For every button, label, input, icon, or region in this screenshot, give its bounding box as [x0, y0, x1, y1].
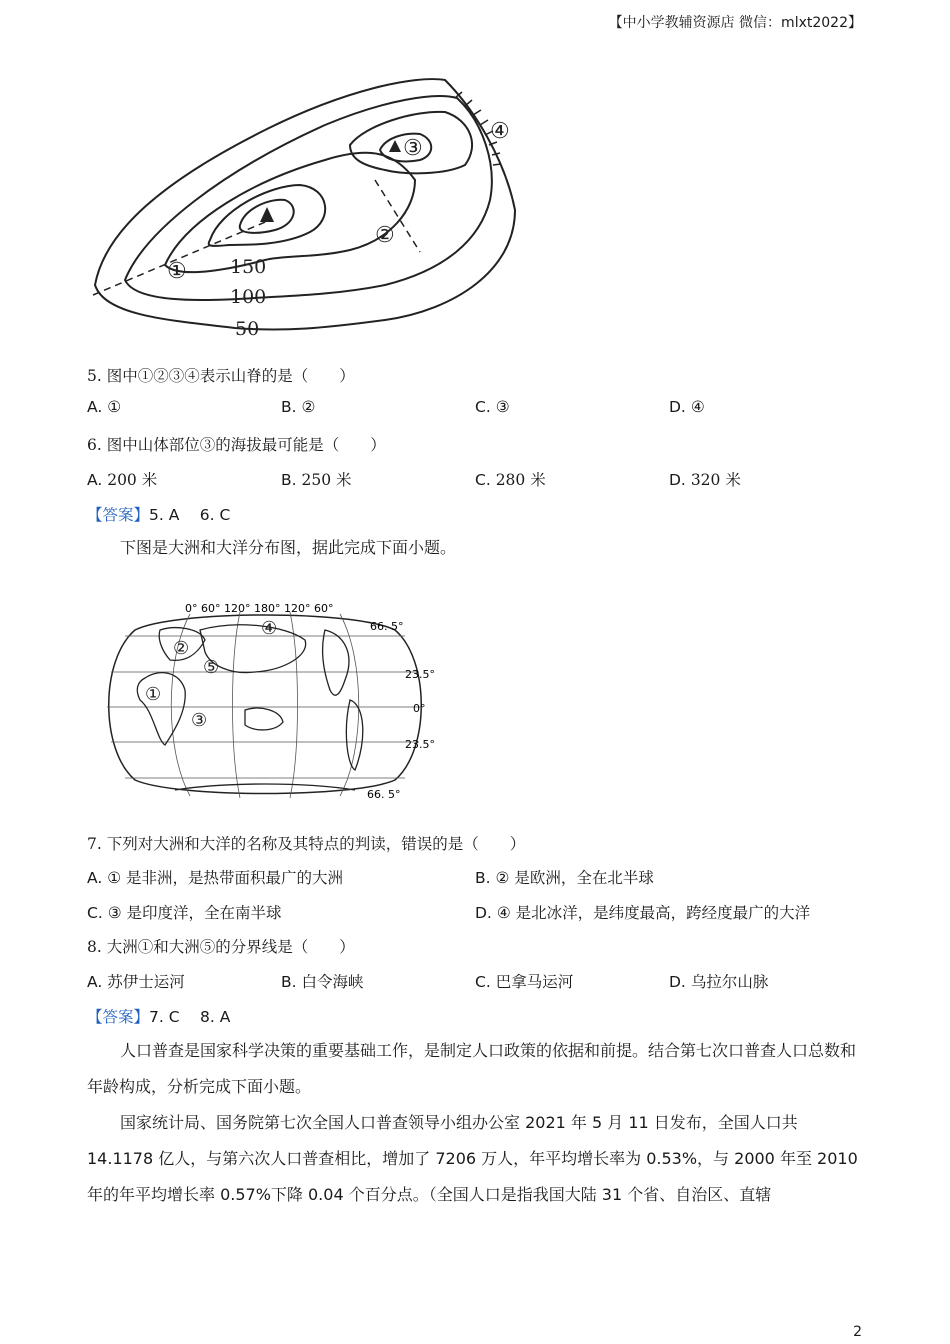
lat-label-665s: 66. 5° — [367, 788, 401, 801]
map-marker-5: ⑤ — [203, 657, 220, 678]
lat-label-235s: 23.5° — [405, 738, 435, 751]
marker-3: ③ — [403, 136, 423, 161]
paragraph-2: 国家统计局、国务院第七次全国人口普查领导小组办公室 2021 年 5 月 11 日发布，全国人口共 14.1178 亿人，与第六次人口普查相比，增加了 7206 万人，年平均增长率为 0.53%，与 2000 年至 2010 年的年平均增长率 0.57%下降 0.04 个百分点。（全国人口是指我国大陆 31 个省、自治区、直辖 — [87, 1113, 858, 1204]
marker-2: ② — [375, 223, 395, 248]
paragraph-1: 人口普查是国家科学决策的重要基础工作，是制定人口政策的依据和前提。结合第七次口普查人口总数和年龄构成，分析完成下面小题。 — [87, 1041, 857, 1096]
top-longitude-labels: 0° 60° 120° 180° 120° 60° — [185, 602, 334, 615]
map-marker-1: ① — [145, 684, 162, 705]
q5-option-a: A. ① — [87, 398, 122, 416]
intro-2: 下图是大洲和大洋分布图，据此完成下面小题。 — [120, 538, 457, 557]
q6-option-a: A. 200 米 — [87, 471, 158, 489]
q5-stem: 5. 图中①②③④表示山脊的是（ ） — [87, 367, 355, 385]
contour-label-100: 100 — [230, 286, 267, 308]
lat-label-0: 0° — [413, 702, 426, 715]
q6-option-d: D. 320 米 — [669, 471, 741, 489]
map-marker-2: ② — [173, 638, 190, 659]
q6-option-b: B. 250 米 — [281, 471, 352, 489]
q8-stem: 8. 大洲①和大洲⑤的分界线是（ ） — [87, 938, 355, 956]
world-map-figure — [105, 600, 445, 805]
q8-option-d: D. 乌拉尔山脉 — [669, 973, 769, 991]
peak-triangle-icon — [389, 140, 401, 152]
q6-stem: 6. 图中山体部位③的海拔最可能是（ ） — [87, 436, 386, 454]
contour-line-50 — [95, 79, 515, 329]
q5-option-c: C. ③ — [475, 398, 510, 416]
q5-option-d: D. ④ — [669, 398, 705, 416]
contour-label-50: 50 — [235, 318, 260, 340]
q7-option-d: D. ④ 是北冰洋，是纬度最高，跨经度最广的大洋 — [475, 904, 811, 922]
q8-option-b: B. 白令海峡 — [281, 973, 364, 991]
q7-option-a: A. ① 是非洲，是热带面积最广的大洲 — [87, 869, 344, 887]
contour-map-figure — [85, 70, 525, 345]
lat-label-665n: 66. 5° — [370, 620, 404, 633]
answer-block-2: 【答案】7. C 8. A — [87, 1008, 231, 1026]
lat-label-235n: 23.5° — [405, 668, 435, 681]
q7-option-c: C. ③ 是印度洋，全在南半球 — [87, 904, 282, 922]
answer-block-1: 【答案】5. A 6. C — [87, 506, 231, 524]
page-header: 【中小学教辅资源店 微信：mlxt2022】 — [608, 15, 862, 31]
peak-triangle-icon — [260, 207, 274, 222]
q6-option-c: C. 280 米 — [475, 471, 546, 489]
marker-4: ④ — [490, 119, 510, 144]
graticule — [107, 612, 423, 798]
q7-option-b: B. ② 是欧洲，全在北半球 — [475, 869, 654, 887]
page-number: 2 — [853, 1324, 862, 1340]
q5-option-b: B. ② — [281, 398, 316, 416]
contour-line-150 — [165, 153, 415, 272]
marker-1: ① — [167, 259, 187, 284]
contour-label-150: 150 — [230, 256, 267, 278]
map-marker-3: ③ — [191, 710, 208, 731]
q8-option-a: A. 苏伊士运河 — [87, 973, 185, 991]
q7-stem: 7. 下列对大洲和大洋的名称及其特点的判读，错误的是（ ） — [87, 835, 526, 853]
map-marker-4: ④ — [261, 618, 278, 639]
q8-option-c: C. 巴拿马运河 — [475, 973, 574, 991]
